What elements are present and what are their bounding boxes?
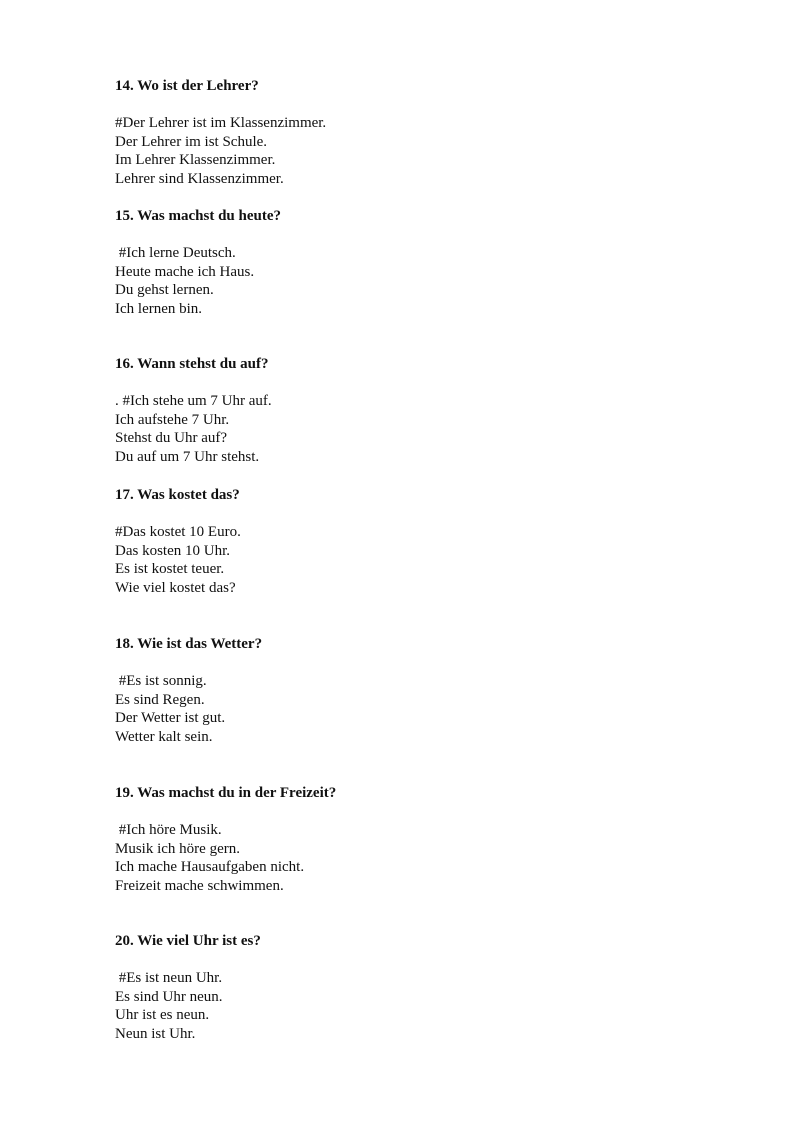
answer-option: #Es ist neun Uhr. — [115, 970, 223, 986]
answer-option: Du auf um 7 Uhr stehst. — [115, 449, 260, 466]
answer-option: Neun ist Uhr. — [115, 1026, 196, 1043]
answer-option: Im Lehrer Klassenzimmer. — [115, 152, 276, 169]
answer-option: Ich mache Hausaufgaben nicht. — [115, 859, 305, 876]
answer-option: Freizeit mache schwimmen. — [115, 878, 284, 895]
answer-option: Musik ich höre gern. — [115, 840, 240, 857]
answer-option: #Es ist sonnig. — [115, 673, 207, 689]
question-heading: 17. Was kostet das? — [115, 487, 240, 503]
answer-option: #Ich höre Musik. — [115, 822, 222, 838]
answer-option: Der Wetter ist gut. — [115, 710, 226, 727]
answer-option: Es ist kostet teuer. — [115, 561, 225, 578]
question-20 — [115, 932, 261, 1044]
answer-option: Lehrer sind Klassenzimmer. — [115, 171, 284, 188]
answer-option: . #Ich stehe um 7 Uhr auf. — [115, 393, 272, 409]
answer-option: #Das kostet 10 Euro. — [115, 524, 241, 540]
question-heading: 16. Wann stehst du auf? — [115, 356, 269, 372]
answer-option: Heute mache ich Haus. — [115, 263, 255, 280]
answer-option: Das kosten 10 Uhr. — [115, 542, 230, 559]
answer-options — [115, 672, 262, 747]
answer-options — [115, 114, 326, 189]
answer-option: Wie viel kostet das? — [115, 580, 236, 597]
answer-options — [115, 821, 336, 896]
answer-option: Ich lernen bin. — [115, 301, 203, 318]
question-19 — [115, 784, 336, 896]
answer-option: Uhr ist es neun. — [115, 1007, 210, 1024]
answer-option: Du gehst lernen. — [115, 282, 214, 299]
answer-option: Es sind Uhr neun. — [115, 988, 223, 1005]
question-14 — [115, 77, 326, 189]
question-heading: 18. Wie ist das Wetter? — [115, 636, 263, 652]
question-15 — [115, 207, 281, 319]
question-heading: 20. Wie viel Uhr ist es? — [115, 933, 261, 949]
question-heading: 19. Was machst du in der Freizeit? — [115, 785, 337, 801]
answer-options — [115, 969, 261, 1044]
question-16 — [115, 355, 272, 467]
answer-option: Es sind Regen. — [115, 691, 205, 708]
answer-option: Stehst du Uhr auf? — [115, 430, 228, 447]
answer-option: Ich aufstehe 7 Uhr. — [115, 411, 230, 428]
answer-options — [115, 392, 272, 467]
answer-option: #Der Lehrer ist im Klassenzimmer. — [115, 115, 327, 131]
question-17 — [115, 486, 241, 598]
answer-options — [115, 523, 241, 598]
answer-option: Wetter kalt sein. — [115, 729, 213, 746]
question-18 — [115, 635, 262, 747]
question-heading: 15. Was machst du heute? — [115, 208, 281, 224]
answer-options — [115, 244, 281, 319]
answer-option: #Ich lerne Deutsch. — [115, 245, 236, 261]
answer-option: Der Lehrer im ist Schule. — [115, 133, 268, 150]
question-heading: 14. Wo ist der Lehrer? — [115, 78, 259, 94]
